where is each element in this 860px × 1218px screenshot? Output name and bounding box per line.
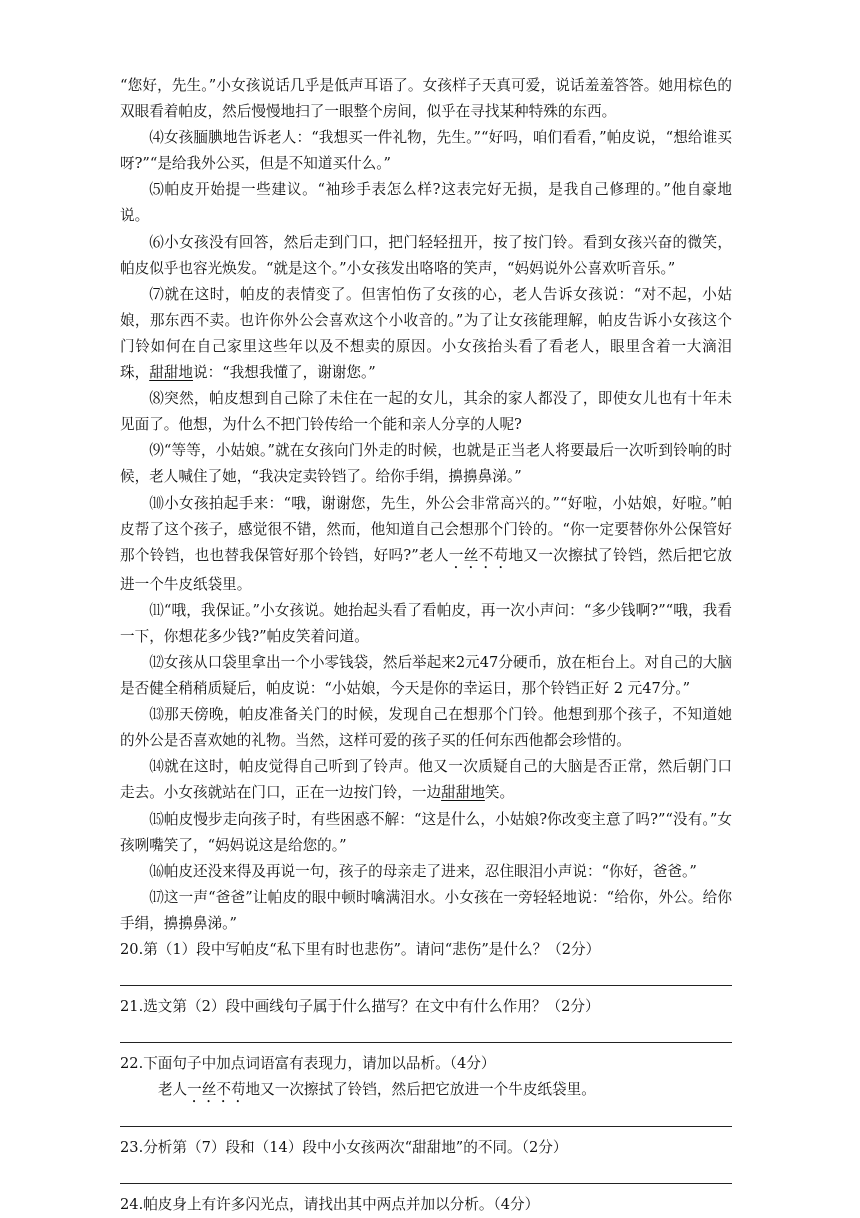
reading-passage [120, 73, 732, 937]
paragraph-4: ⑷女孩腼腆地告诉老人：“我想买一件礼物，先生。”“好吗，咱们看看，”帕皮说，“想给谁买呀?”“是给我外公买，但是不知道买什么。” [120, 129, 732, 173]
paragraph-10-text-a: ⑽小女孩拍起手来：“哦，谢谢您，先生，外公会非常高兴的。”“好啦，小姑娘，好啦。”帕皮帮了这个孩子，感觉很不错，然而，他知道自己会想那个门铃的。“你一定要替你外公保管好那个铃铛，也也替我保管好那个铃铛，好吗?”老人 [120, 494, 732, 564]
paragraph-10 [120, 491, 732, 598]
answer-line-21[interactable] [120, 1020, 732, 1043]
paragraph-13: ⒀那天傍晚，帕皮准备关门的时候，发现自己在想那个门铃。他想到那个孩子，不知道她的外公是否喜欢她的礼物。当然，这样可爱的孩子买的任何东西他都会珍惜的。 [120, 706, 732, 750]
question-23-text: 23.分析第（7）段和（14）段中小女孩两次“甜甜地”的不同。（2分） [120, 1139, 568, 1156]
paragraph-14-text-a: ⒁就在这时，帕皮觉得自己听到了铃声。他又一次质疑自己的大脑是否正常，然后朝门口走去。小女孩就站在门口，正在一边按门铃，一边 [120, 758, 732, 802]
dotted-phrase-meticulous: 一丝不苟 [448, 546, 509, 564]
quote-text-post: 地又一次擦拭了铃铛，然后把它放进一个牛皮纸袋里。 [245, 1081, 596, 1098]
underlined-phrase-sweetly-7: 甜甜地 [149, 364, 193, 382]
underlined-phrase-sweetly-14: 甜甜地 [441, 784, 485, 802]
answer-line-23[interactable] [120, 1161, 732, 1184]
paragraph-8: ⑻突然，帕皮想到自己除了未住在一起的女儿，其余的家人都没了，即使女儿也有十年未见面了。他想，为什么不把门铃传给一个能和亲人分享的人呢? [120, 390, 732, 434]
question-23 [120, 1135, 732, 1161]
paragraph-10-text-b: 地又一次擦拭了铃铛，然后把它放进一个牛皮纸袋里。 [120, 546, 732, 593]
answer-line-22[interactable] [120, 1106, 732, 1127]
paragraph-16: ⒃帕皮还没来得及再说一句，孩子的母亲走了进来，忍住眼泪小声说：“你好，爸爸。” [149, 862, 697, 880]
question-21-text: 21.选文第（2）段中画线句子属于什么描写？在文中有什么作用？（2分） [120, 998, 600, 1015]
paragraph-15: ⒂帕皮慢步走向孩子时，有些困惑不解：“这是什么，小姑娘?你改变主意了吗?”“没有。”女孩咧嘴笑了，“妈妈说这是给您的。” [120, 810, 732, 854]
question-20 [120, 937, 732, 963]
question-24-text: 24.帕皮身上有许多闪光点，请找出其中两点并加以分析。（4分） [120, 1196, 540, 1213]
question-20-text: 20.第（1）段中写帕皮“私下里有时也悲伤”。请问“悲伤”是什么？（2分） [120, 941, 601, 958]
paragraph-9: ⑼“等等，小姑娘。”就在女孩向门外走的时候，也就是正当老人将要最后一次听到铃响的时候，老人喊住了她，“我决定卖铃铛了。给你手绢，擤擤鼻涕。” [120, 442, 732, 486]
quote-text-pre: 老人 [157, 1081, 188, 1098]
questions-section [120, 937, 732, 1218]
question-22-quote [120, 1077, 732, 1106]
question-21 [120, 994, 732, 1020]
paragraph-3-continued: “您好，先生。”小女孩说话几乎是低声耳语了。女孩样子天真可爱，说话羞羞答答。她用棕色的双眼看着帕皮，然后慢慢地扫了一眼整个房间，似乎在寻找某种特殊的东西。 [120, 77, 732, 121]
paragraph-7-text-b: 说：“我想我懂了，谢谢您。” [193, 364, 376, 382]
paragraph-7-text-a: ⑺就在这时，帕皮的表情变了。但害怕伤了女孩的心，老人告诉女孩说：“对不起，小姑娘，那东西不卖。也许你外公会喜欢这个小收音的。”为了让女孩能理解，帕皮告诉小女孩这个门铃如何在自己家里这些年以及不想卖的原因。小女孩抬头看了看老人，眼里含着一大滴泪珠， [120, 285, 732, 382]
paragraph-17: ⒄这一声“爸爸”让帕皮的眼中顿时噙满泪水。小女孩在一旁轻轻地说：“给你，外公。给你手绢，擤擤鼻涕。” [120, 888, 732, 932]
paragraph-6: ⑹小女孩没有回答，然后走到门口，把门轻轻扭开，按了按门铃。看到女孩兴奋的微笑，帕皮似乎也容光焕发。“就是这个。”小女孩发出咯咯的笑声，“妈妈说外公喜欢听音乐。” [120, 233, 732, 277]
paragraph-5: ⑸帕皮开始提一些建议。“袖珍手表怎么样?这表完好无损，是我自己修理的。”他自豪地说。 [120, 181, 732, 225]
question-22 [120, 1051, 732, 1077]
paragraph-7 [120, 282, 732, 386]
paragraph-14 [120, 754, 732, 806]
answer-line-20[interactable] [120, 963, 732, 986]
paragraph-12: ⑿女孩从口袋里拿出一个小零钱袋，然后举起来2元47分硬币，放在柜台上。对自己的大脑是否健全稍稍质疑后，帕皮说：“小姑娘，今天是你的幸运日，那个铃铛正好 2 元47分。” [120, 653, 732, 698]
question-22-text: 22.下面句子中加点词语富有表现力，请加以品析。（4分） [120, 1055, 496, 1072]
paragraph-11: ⑾“哦，我保证。”小女孩说。她抬起头看了看帕皮，再一次小声问：“多少钱啊?”“哦，我看一下，你想花多少钱?”帕皮笑着问道。 [120, 601, 732, 645]
paragraph-14-text-b: 笑。 [484, 784, 515, 802]
quote-dotted-phrase: 一丝不苟 [187, 1081, 246, 1098]
question-24 [120, 1192, 732, 1218]
